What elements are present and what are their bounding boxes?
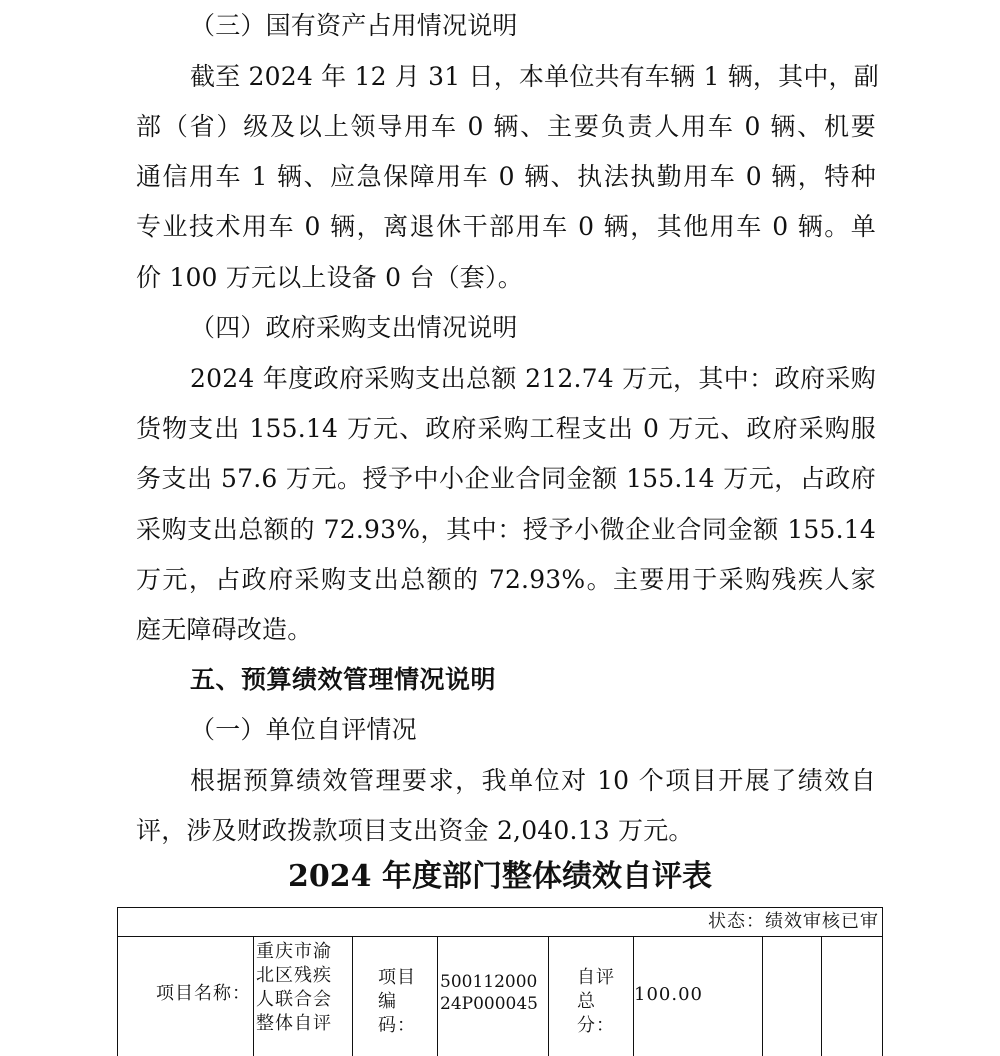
section-three-line-4: 专业技术用车 0 辆，离退休干部用车 0 辆，其他用车 0 辆。单 <box>136 212 876 241</box>
subsection-one-line-1: 根据预算绩效管理要求，我单位对 10 个项目开展了绩效自 <box>190 766 876 795</box>
section-four-line-1: 2024 年度政府采购支出总额 212.74 万元，其中：政府采购 <box>190 364 876 393</box>
section-four-line-2: 货物支出 155.14 万元、政府采购工程支出 0 万元、政府采购服 <box>136 414 876 443</box>
table-title: 2024 年度部门整体绩效自评表 <box>288 859 712 894</box>
self-score-label-cell <box>549 937 634 1056</box>
section-four-line-6: 庭无障碍改造。 <box>136 615 313 644</box>
project-name-label: 项目名称： <box>156 983 251 1004</box>
empty-cell-2 <box>822 937 882 1056</box>
section-four-line-4: 采购支出总额的 72.93%，其中：授予小微企业合同金额 155.14 <box>136 515 876 544</box>
project-code-label: 项目编码： <box>378 967 416 1036</box>
subsection-one-line-2: 评，涉及财政拨款项目支出资金 2,040.13 万元。 <box>136 816 694 845</box>
section-three-line-5: 价 100 万元以上设备 0 台（套）。 <box>136 263 523 292</box>
section-four-heading: （四）政府采购支出情况说明 <box>190 313 518 342</box>
section-three-line-3: 通信用车 1 辆、应急保障用车 0 辆、执法执勤用车 0 辆，特种 <box>136 162 876 191</box>
project-code-label-cell <box>353 937 438 1056</box>
section-three-line-1: 截至 2024 年 12 月 31 日，本单位共有车辆 1 辆，其中，副 <box>190 62 879 91</box>
self-evaluation-table <box>117 907 883 1056</box>
table-status-row <box>118 908 882 937</box>
self-score-label: 自评总分： <box>577 967 615 1036</box>
empty-cell-1 <box>763 937 822 1056</box>
section-four-line-3: 务支出 57.6 万元。授予中小企业合同金额 155.14 万元，占政府 <box>136 464 876 493</box>
subsection-one-heading: （一）单位自评情况 <box>190 715 417 744</box>
project-code-value-cell <box>438 937 549 1056</box>
project-name-value-cell <box>254 937 353 1056</box>
project-name-label-cell <box>118 937 254 1056</box>
section-three-heading: （三）国有资产占用情况说明 <box>190 11 518 40</box>
section-five-heading: 五、预算绩效管理情况说明 <box>190 665 497 694</box>
self-score-value-cell <box>634 937 763 1056</box>
self-score-value: 100.00 <box>634 984 703 1005</box>
section-four-line-5: 万元，占政府采购支出总额的 72.93%。主要用于采购残疾人家 <box>136 565 876 594</box>
status-text: 状态：绩效审核已审 <box>708 911 879 932</box>
section-three-line-2: 部（省）级及以上领导用车 0 辆、主要负责人用车 0 辆、机要 <box>136 112 876 141</box>
project-name-value: 重庆市渝北区残疾人联合会整体自评 <box>256 941 332 1034</box>
project-code-value: 50011200024P000045 <box>440 972 538 1014</box>
